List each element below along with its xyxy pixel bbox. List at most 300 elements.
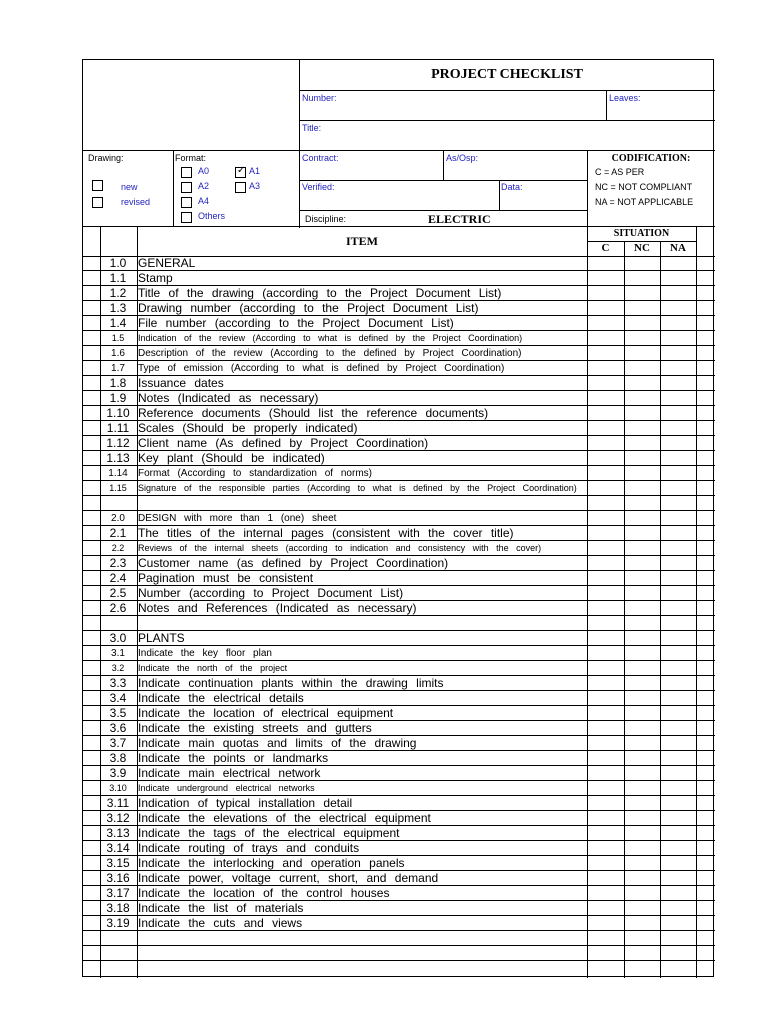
situation-cell-na[interactable] bbox=[660, 301, 696, 315]
situation-cell-c[interactable] bbox=[587, 826, 623, 840]
item-number: 1.3 bbox=[109, 301, 127, 315]
situation-cell-c[interactable] bbox=[587, 256, 623, 270]
situation-cell-na[interactable] bbox=[660, 631, 696, 645]
format-label: Format: bbox=[175, 153, 207, 163]
codification-na: NA = NOT APPLICABLE bbox=[595, 197, 694, 207]
situation-cell-c[interactable] bbox=[587, 331, 623, 345]
item-text: Pagination must be consistent bbox=[138, 571, 314, 585]
table-row bbox=[83, 286, 715, 301]
table-row bbox=[83, 556, 715, 571]
situation-cell-c[interactable] bbox=[587, 706, 623, 720]
situation-cell-c[interactable] bbox=[587, 271, 623, 285]
situation-cell-na[interactable] bbox=[660, 646, 696, 660]
situation-cell-c[interactable] bbox=[587, 916, 623, 930]
item-text: Indicate the north of the project bbox=[138, 663, 288, 673]
item-text: Indicate the key floor plan bbox=[138, 648, 272, 659]
drawing-label: Drawing: bbox=[88, 153, 124, 163]
header-line bbox=[299, 210, 587, 211]
contract-label: Contract: bbox=[302, 153, 339, 163]
table-row bbox=[83, 346, 715, 361]
situation-cell-c[interactable] bbox=[587, 301, 623, 315]
grid-line bbox=[587, 226, 588, 978]
item-number: 3.15 bbox=[106, 856, 130, 870]
header-line bbox=[299, 180, 587, 181]
new-label: new bbox=[121, 182, 138, 192]
situation-cell-c[interactable] bbox=[587, 946, 623, 960]
column-nc-header: NC bbox=[634, 242, 650, 254]
item-number: 1.8 bbox=[109, 376, 127, 390]
format-label-a2: A2 bbox=[198, 181, 210, 191]
grid-line bbox=[696, 226, 697, 978]
item-text: Indication of typical installation detail bbox=[138, 796, 353, 810]
situation-cell-na[interactable] bbox=[660, 676, 696, 690]
header-line bbox=[83, 150, 715, 151]
item-number: 3.6 bbox=[109, 721, 127, 735]
situation-cell-nc[interactable] bbox=[624, 271, 660, 285]
situation-cell-c[interactable] bbox=[587, 346, 623, 360]
situation-cell-na[interactable] bbox=[660, 841, 696, 855]
table-row bbox=[83, 391, 715, 406]
item-number: 1.2 bbox=[109, 286, 127, 300]
item-number: 3.12 bbox=[106, 811, 130, 825]
item-text: Signature of the responsible parties (According to what is defined by the Project Coordination) bbox=[138, 483, 577, 493]
grid-line bbox=[137, 226, 138, 978]
verified-label: Verified: bbox=[302, 182, 335, 192]
situation-header: SITUATION bbox=[613, 228, 670, 239]
header-divider bbox=[173, 150, 174, 226]
situation-cell-nc[interactable] bbox=[624, 646, 660, 660]
situation-cell-na[interactable] bbox=[660, 766, 696, 780]
situation-cell-na[interactable] bbox=[660, 466, 696, 480]
situation-cell-nc[interactable] bbox=[624, 346, 660, 360]
situation-cell-nc[interactable] bbox=[624, 886, 660, 900]
situation-cell-c[interactable] bbox=[587, 556, 623, 570]
situation-cell-na[interactable] bbox=[660, 961, 696, 975]
table-row bbox=[83, 406, 715, 421]
situation-cell-nc[interactable] bbox=[624, 586, 660, 600]
situation-cell-nc[interactable] bbox=[624, 811, 660, 825]
table-row bbox=[83, 526, 715, 541]
situation-cell-nc[interactable] bbox=[624, 766, 660, 780]
situation-cell-na[interactable] bbox=[660, 871, 696, 885]
situation-cell-nc[interactable] bbox=[624, 601, 660, 615]
situation-cell-na[interactable] bbox=[660, 946, 696, 960]
number-label: Number: bbox=[302, 93, 337, 103]
item-number: 1.4 bbox=[109, 316, 127, 330]
table-row bbox=[83, 841, 715, 856]
item-number: 2.0 bbox=[111, 513, 125, 524]
codification-c: C = AS PER bbox=[595, 167, 645, 177]
situation-cell-c[interactable] bbox=[587, 571, 623, 585]
situation-cell-na[interactable] bbox=[660, 286, 696, 300]
situation-cell-nc[interactable] bbox=[624, 706, 660, 720]
situation-cell-c[interactable] bbox=[587, 436, 623, 450]
situation-cell-c[interactable] bbox=[587, 931, 623, 945]
situation-cell-nc[interactable] bbox=[624, 691, 660, 705]
situation-cell-c[interactable] bbox=[587, 391, 623, 405]
situation-cell-na[interactable] bbox=[660, 361, 696, 375]
situation-cell-c[interactable] bbox=[587, 886, 623, 900]
situation-cell-c[interactable] bbox=[587, 811, 623, 825]
table-row bbox=[83, 421, 715, 436]
situation-cell-nc[interactable] bbox=[624, 406, 660, 420]
item-text: GENERAL bbox=[138, 256, 196, 270]
situation-cell-nc[interactable] bbox=[624, 496, 660, 510]
situation-cell-c[interactable] bbox=[587, 841, 623, 855]
situation-cell-na[interactable] bbox=[660, 526, 696, 540]
table-row bbox=[83, 946, 715, 961]
new-checkbox[interactable] bbox=[92, 180, 103, 191]
grid-line bbox=[100, 226, 101, 978]
item-text: File number (according to the Project Document List) bbox=[138, 316, 454, 330]
situation-cell-nc[interactable] bbox=[624, 781, 660, 795]
table-row bbox=[83, 811, 715, 826]
situation-cell-c[interactable] bbox=[587, 526, 623, 540]
situation-cell-nc[interactable] bbox=[624, 736, 660, 750]
situation-cell-nc[interactable] bbox=[624, 466, 660, 480]
format-label-a0: A0 bbox=[198, 166, 210, 176]
situation-cell-nc[interactable] bbox=[624, 511, 660, 525]
situation-cell-c[interactable] bbox=[587, 421, 623, 435]
situation-cell-c[interactable] bbox=[587, 796, 623, 810]
situation-cell-na[interactable] bbox=[660, 901, 696, 915]
situation-cell-c[interactable] bbox=[587, 316, 623, 330]
item-number: 1.7 bbox=[111, 363, 125, 374]
table-row bbox=[83, 376, 715, 391]
situation-cell-c[interactable] bbox=[587, 451, 623, 465]
situation-cell-c[interactable] bbox=[587, 496, 623, 510]
data-label: Data: bbox=[501, 182, 523, 192]
item-text: Indicate the cuts and views bbox=[138, 916, 303, 930]
situation-cell-nc[interactable] bbox=[624, 436, 660, 450]
situation-cell-c[interactable] bbox=[587, 361, 623, 375]
situation-cell-nc[interactable] bbox=[624, 376, 660, 390]
situation-cell-nc[interactable] bbox=[624, 556, 660, 570]
situation-cell-c[interactable] bbox=[587, 691, 623, 705]
checklist-sheet bbox=[82, 59, 714, 977]
situation-cell-nc[interactable] bbox=[624, 901, 660, 915]
item-text: Type of emission (According to what is defined by Project Coordination) bbox=[138, 363, 505, 374]
situation-cell-c[interactable] bbox=[587, 856, 623, 870]
situation-cell-nc[interactable] bbox=[624, 841, 660, 855]
item-number: 3.2 bbox=[111, 663, 125, 673]
situation-cell-na[interactable] bbox=[660, 751, 696, 765]
situation-cell-c[interactable] bbox=[587, 721, 623, 735]
item-number: 1.15 bbox=[109, 483, 127, 493]
item-number: 3.9 bbox=[109, 766, 127, 780]
table-row bbox=[83, 721, 715, 736]
situation-cell-c[interactable] bbox=[587, 586, 623, 600]
table-row bbox=[83, 766, 715, 781]
situation-cell-na[interactable] bbox=[660, 721, 696, 735]
item-number: 2.5 bbox=[109, 586, 127, 600]
situation-cell-nc[interactable] bbox=[624, 616, 660, 630]
item-number: 1.14 bbox=[108, 468, 128, 479]
situation-cell-na[interactable] bbox=[660, 406, 696, 420]
situation-cell-na[interactable] bbox=[660, 316, 696, 330]
item-text: Client name (As defined by Project Coordination) bbox=[138, 436, 429, 450]
situation-cell-nc[interactable] bbox=[624, 316, 660, 330]
format-checkbox-a2[interactable] bbox=[181, 182, 192, 193]
situation-cell-nc[interactable] bbox=[624, 541, 660, 555]
situation-cell-nc[interactable] bbox=[624, 571, 660, 585]
item-number: 1.11 bbox=[106, 421, 130, 435]
table-row bbox=[83, 496, 715, 511]
situation-cell-na[interactable] bbox=[660, 586, 696, 600]
situation-cell-c[interactable] bbox=[587, 286, 623, 300]
situation-cell-na[interactable] bbox=[660, 601, 696, 615]
item-number: 3.10 bbox=[109, 783, 127, 793]
situation-cell-c[interactable] bbox=[587, 871, 623, 885]
situation-cell-c[interactable] bbox=[587, 781, 623, 795]
item-number: 3.14 bbox=[106, 841, 130, 855]
situation-cell-na[interactable] bbox=[660, 916, 696, 930]
situation-cell-nc[interactable] bbox=[624, 256, 660, 270]
situation-cell-c[interactable] bbox=[587, 466, 623, 480]
situation-cell-nc[interactable] bbox=[624, 631, 660, 645]
header-divider bbox=[499, 180, 500, 210]
table-row bbox=[83, 931, 715, 946]
item-number: 2.4 bbox=[109, 571, 127, 585]
item-text: Format (According to standardization of norms) bbox=[138, 468, 372, 479]
situation-cell-nc[interactable] bbox=[624, 946, 660, 960]
item-text: Indicate routing of trays and conduits bbox=[138, 841, 360, 855]
item-number: 3.18 bbox=[106, 901, 130, 915]
situation-cell-nc[interactable] bbox=[624, 931, 660, 945]
item-number: 2.6 bbox=[109, 601, 127, 615]
format-label-others: Others bbox=[198, 211, 226, 221]
situation-cell-na[interactable] bbox=[660, 451, 696, 465]
situation-cell-c[interactable] bbox=[587, 676, 623, 690]
item-number: 3.17 bbox=[106, 886, 130, 900]
table-row bbox=[83, 856, 715, 871]
item-text: Description of the review (According to the defined by Project Coordination) bbox=[138, 348, 522, 359]
item-text: Notes (Indicated as necessary) bbox=[138, 391, 319, 405]
situation-cell-na[interactable] bbox=[660, 496, 696, 510]
table-row bbox=[83, 616, 715, 631]
table-row bbox=[83, 646, 715, 661]
situation-cell-c[interactable] bbox=[587, 751, 623, 765]
header-divider bbox=[299, 60, 300, 228]
revised-checkbox[interactable] bbox=[92, 197, 103, 208]
situation-cell-na[interactable] bbox=[660, 256, 696, 270]
situation-cell-na[interactable] bbox=[660, 436, 696, 450]
format-checkbox-a1[interactable] bbox=[235, 167, 246, 178]
situation-cell-na[interactable] bbox=[660, 331, 696, 345]
table-row bbox=[83, 751, 715, 766]
situation-cell-nc[interactable] bbox=[624, 301, 660, 315]
table-row bbox=[83, 466, 715, 481]
item-text: Indicate the existing streets and gutters bbox=[138, 721, 372, 735]
situation-cell-nc[interactable] bbox=[624, 361, 660, 375]
item-text: Indicate power, voltage current, short, and demand bbox=[138, 871, 439, 885]
item-text: PLANTS bbox=[138, 631, 185, 645]
situation-cell-c[interactable] bbox=[587, 616, 623, 630]
situation-cell-c[interactable] bbox=[587, 601, 623, 615]
item-number: 1.12 bbox=[106, 436, 130, 450]
situation-cell-na[interactable] bbox=[660, 271, 696, 285]
table-row bbox=[83, 601, 715, 616]
item-text: Customer name (as defined by Project Coordination) bbox=[138, 556, 449, 570]
table-row bbox=[83, 301, 715, 316]
item-number: 3.16 bbox=[106, 871, 130, 885]
item-text: DESIGN with more than 1 (one) sheet bbox=[138, 513, 337, 524]
check-mark-icon: ✓ bbox=[237, 165, 246, 176]
table-row bbox=[83, 871, 715, 886]
situation-cell-c[interactable] bbox=[587, 631, 623, 645]
item-number: 1.1 bbox=[109, 271, 127, 285]
format-label-a3: A3 bbox=[249, 181, 261, 191]
header-divider bbox=[606, 90, 607, 120]
item-header: ITEM bbox=[345, 234, 378, 248]
item-number: 3.19 bbox=[106, 916, 130, 930]
table-row bbox=[83, 886, 715, 901]
format-checkbox-a4[interactable] bbox=[181, 197, 192, 208]
situation-cell-c[interactable] bbox=[587, 661, 623, 675]
item-text: Indicate continuation plants within the drawing limits bbox=[138, 676, 444, 690]
item-text: Scales (Should be properly indicated) bbox=[138, 421, 358, 435]
item-text: Indicate main electrical network bbox=[138, 766, 321, 780]
item-text: Indicate the elevations of the electrical equipment bbox=[138, 811, 431, 825]
item-number: 1.9 bbox=[109, 391, 127, 405]
situation-cell-na[interactable] bbox=[660, 706, 696, 720]
item-number: 1.13 bbox=[106, 451, 130, 465]
format-checkbox-a0[interactable] bbox=[181, 167, 192, 178]
situation-cell-nc[interactable] bbox=[624, 856, 660, 870]
situation-cell-na[interactable] bbox=[660, 481, 696, 495]
situation-cell-nc[interactable] bbox=[624, 391, 660, 405]
format-checkbox-a3[interactable] bbox=[235, 182, 246, 193]
table-row bbox=[83, 796, 715, 811]
item-text: Indicate underground electrical networks bbox=[138, 783, 315, 793]
situation-cell-nc[interactable] bbox=[624, 676, 660, 690]
item-text: Drawing number (according to the Project Document List) bbox=[138, 301, 479, 315]
discipline-label: Discipline: bbox=[305, 214, 347, 224]
leaves-label: Leaves: bbox=[609, 93, 641, 103]
situation-cell-na[interactable] bbox=[660, 376, 696, 390]
table-row bbox=[83, 316, 715, 331]
situation-cell-na[interactable] bbox=[660, 346, 696, 360]
item-number: 1.6 bbox=[111, 348, 125, 359]
situation-cell-c[interactable] bbox=[587, 961, 623, 975]
item-number: 3.3 bbox=[109, 676, 127, 690]
situation-cell-na[interactable] bbox=[660, 856, 696, 870]
item-text: Stamp bbox=[138, 271, 173, 285]
situation-cell-nc[interactable] bbox=[624, 961, 660, 975]
situation-cell-na[interactable] bbox=[660, 931, 696, 945]
situation-cell-nc[interactable] bbox=[624, 661, 660, 675]
situation-cell-c[interactable] bbox=[587, 406, 623, 420]
grid-line bbox=[624, 241, 625, 978]
item-text: Reviews of the internal sheets (according to indication and consistency with the cover) bbox=[138, 543, 542, 553]
situation-cell-na[interactable] bbox=[660, 661, 696, 675]
situation-cell-nc[interactable] bbox=[624, 871, 660, 885]
situation-cell-nc[interactable] bbox=[624, 481, 660, 495]
table-row bbox=[83, 256, 715, 271]
table-row bbox=[83, 961, 715, 976]
situation-cell-c[interactable] bbox=[587, 541, 623, 555]
table-row bbox=[83, 781, 715, 796]
grid-line bbox=[660, 241, 661, 978]
situation-cell-nc[interactable] bbox=[624, 916, 660, 930]
item-number: 3.8 bbox=[109, 751, 127, 765]
situation-cell-nc[interactable] bbox=[624, 526, 660, 540]
column-na-header: NA bbox=[670, 242, 686, 254]
codification-title: CODIFICATION: bbox=[611, 153, 691, 164]
situation-cell-na[interactable] bbox=[660, 886, 696, 900]
format-checkbox-others[interactable] bbox=[181, 212, 192, 223]
format-label-a1: A1 bbox=[249, 166, 261, 176]
situation-cell-na[interactable] bbox=[660, 391, 696, 405]
situation-cell-na[interactable] bbox=[660, 781, 696, 795]
header-line bbox=[83, 226, 715, 227]
discipline-value: ELECTRIC bbox=[428, 212, 491, 226]
item-number: 3.4 bbox=[109, 691, 127, 705]
item-text: Indication of the review (According to what is defined by the Project Coordination) bbox=[138, 333, 523, 343]
item-text: Issuance dates bbox=[138, 376, 224, 390]
item-number: 3.5 bbox=[109, 706, 127, 720]
situation-cell-na[interactable] bbox=[660, 556, 696, 570]
situation-cell-nc[interactable] bbox=[624, 751, 660, 765]
situation-cell-na[interactable] bbox=[660, 616, 696, 630]
item-number: 1.5 bbox=[111, 333, 125, 343]
situation-cell-c[interactable] bbox=[587, 766, 623, 780]
situation-cell-nc[interactable] bbox=[624, 286, 660, 300]
table-row bbox=[83, 436, 715, 451]
item-text: Indicate main quotas and limits of the drawing bbox=[138, 736, 417, 750]
table-row bbox=[83, 901, 715, 916]
situation-cell-na[interactable] bbox=[660, 691, 696, 705]
table-row bbox=[83, 361, 715, 376]
situation-cell-nc[interactable] bbox=[624, 796, 660, 810]
situation-cell-na[interactable] bbox=[660, 796, 696, 810]
item-number: 1.0 bbox=[109, 256, 127, 270]
table-row bbox=[83, 331, 715, 346]
situation-cell-c[interactable] bbox=[587, 376, 623, 390]
situation-cell-na[interactable] bbox=[660, 511, 696, 525]
situation-cell-na[interactable] bbox=[660, 736, 696, 750]
situation-cell-na[interactable] bbox=[660, 571, 696, 585]
situation-cell-na[interactable] bbox=[660, 541, 696, 555]
situation-cell-nc[interactable] bbox=[624, 421, 660, 435]
situation-cell-nc[interactable] bbox=[624, 451, 660, 465]
situation-cell-na[interactable] bbox=[660, 826, 696, 840]
table-row bbox=[83, 826, 715, 841]
item-number: 2.3 bbox=[109, 556, 127, 570]
situation-cell-na[interactable] bbox=[660, 811, 696, 825]
situation-cell-nc[interactable] bbox=[624, 331, 660, 345]
situation-cell-nc[interactable] bbox=[624, 826, 660, 840]
table-row bbox=[83, 736, 715, 751]
situation-cell-na[interactable] bbox=[660, 421, 696, 435]
situation-cell-c[interactable] bbox=[587, 481, 623, 495]
situation-cell-c[interactable] bbox=[587, 511, 623, 525]
item-text: Indicate the location of the control houses bbox=[138, 886, 390, 900]
header-line bbox=[299, 90, 715, 91]
table-row bbox=[83, 691, 715, 706]
item-number: 3.13 bbox=[106, 826, 130, 840]
situation-cell-c[interactable] bbox=[587, 646, 623, 660]
header-divider bbox=[443, 150, 444, 180]
table-row bbox=[83, 916, 715, 931]
situation-cell-c[interactable] bbox=[587, 901, 623, 915]
situation-cell-nc[interactable] bbox=[624, 721, 660, 735]
item-text: Title of the drawing (according to the Project Document List) bbox=[138, 286, 502, 300]
item-text: Indicate the interlocking and operation panels bbox=[138, 856, 405, 870]
situation-cell-c[interactable] bbox=[587, 736, 623, 750]
item-number: 3.11 bbox=[106, 796, 130, 810]
table-row bbox=[83, 541, 715, 556]
